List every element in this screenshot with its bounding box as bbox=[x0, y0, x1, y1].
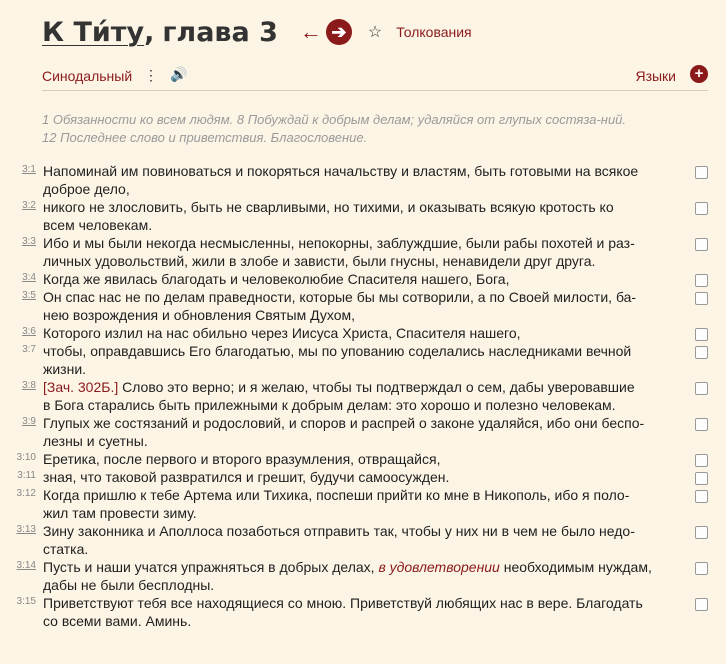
verse-number[interactable]: 3:9 bbox=[22, 416, 36, 427]
book-title-link[interactable]: К Ти́ту bbox=[42, 16, 145, 48]
verse-line: статка. bbox=[43, 541, 89, 557]
verse-text bbox=[43, 288, 683, 324]
verse-line: Когда пришлю к тебе Артема или Тихика, поспеши прийти ко мне в Никополь, ибо я поло- bbox=[43, 487, 630, 503]
verse-number[interactable]: 3:4 bbox=[22, 272, 36, 283]
verse-text bbox=[43, 234, 683, 270]
commentary-link[interactable]: Толкования bbox=[396, 24, 472, 40]
verse-line: всем человекам. bbox=[43, 217, 153, 233]
verse-number[interactable]: 3:1 bbox=[22, 164, 36, 175]
verse-text bbox=[43, 486, 683, 522]
verse-row bbox=[0, 558, 726, 594]
verse-row bbox=[0, 198, 726, 234]
verse-list bbox=[0, 162, 726, 630]
chapter-title: глава 3 bbox=[162, 16, 278, 48]
verse-line: Которого излил на нас обильно через Иисуса Христа, Спасителя нашего, bbox=[43, 325, 521, 341]
prev-chapter-arrow-icon[interactable]: ← bbox=[299, 19, 322, 44]
verse-text bbox=[43, 558, 683, 594]
verse-number: 3:10 bbox=[16, 452, 36, 463]
verse-line: Ибо и мы были некогда несмысленны, непокорны, заблуждшие, были рабы похотей и раз- bbox=[43, 235, 635, 251]
add-language-plus-icon[interactable]: + bbox=[690, 65, 708, 83]
next-chapter-arrow-icon[interactable]: ➔ bbox=[326, 19, 352, 45]
verse-number: 3:7 bbox=[22, 344, 36, 355]
more-options-icon[interactable]: ⋮ bbox=[144, 67, 158, 83]
verse-line: чтобы, оправдавшись Его благодатью, мы по упованию соделались наследниками вечной bbox=[43, 343, 632, 359]
verse-row bbox=[0, 342, 726, 378]
verse-line: лезны и суетны. bbox=[43, 433, 148, 449]
verse-text bbox=[43, 468, 683, 486]
translation-toolbar bbox=[42, 64, 708, 91]
verse-select-checkbox[interactable] bbox=[695, 202, 708, 215]
verse-row bbox=[0, 162, 726, 198]
verse-select-checkbox[interactable] bbox=[695, 472, 708, 485]
verse-text bbox=[43, 414, 683, 450]
verse-select-checkbox[interactable] bbox=[695, 328, 708, 341]
verse-line: дабы не были бесплодны. bbox=[43, 577, 215, 593]
reading-marker-link[interactable]: [Зач. 302Б.] bbox=[43, 379, 119, 395]
verse-text bbox=[43, 522, 683, 558]
verse-italic-insertion: в удовлетворении bbox=[378, 559, 500, 575]
verse-row bbox=[0, 414, 726, 450]
verse-line: в Бога старались быть прилежными к добрым делам: это хорошо и полезно человекам. bbox=[43, 397, 616, 413]
verse-line: никого не злословить, быть не сварливыми, но тихими, и оказывать всякую кротость ко bbox=[43, 199, 614, 215]
verse-line: Он спас нас не по делам праведности, которые бы мы сотворили, а по Своей милости, ба- bbox=[43, 289, 637, 305]
verse-text bbox=[43, 198, 683, 234]
verse-select-checkbox[interactable] bbox=[695, 454, 708, 467]
verse-line: Глупых же состязаний и родословий, и споров и распрей о законе удаляйся, ибо они беспо- bbox=[43, 415, 645, 431]
verse-text bbox=[43, 270, 683, 288]
audio-speaker-icon[interactable]: 🔊 bbox=[170, 66, 188, 82]
verse-select-checkbox[interactable] bbox=[695, 562, 708, 575]
verse-line: Еретика, после первого и второго вразумления, отвращайся, bbox=[43, 451, 441, 467]
verse-number: 3:12 bbox=[16, 488, 36, 499]
chapter-summary: 1 Обязанности ко всем людям. 8 Побуждай к добрым делам; удаляйся от глупых состяза-ний. 12 Последнее слово и приветствия. Благословение. bbox=[42, 112, 627, 145]
verse-number[interactable]: 3:6 bbox=[22, 326, 36, 337]
verse-line: Когда же явилась благодать и человеколюбие Спасителя нашего, Бога, bbox=[43, 271, 510, 287]
verse-line: Зину законника и Аполлоса позаботься отправить так, чтобы у них ни в чем не было недо- bbox=[43, 523, 635, 539]
verse-text bbox=[43, 324, 683, 342]
verse-line: Слово это верно; и я желаю, чтобы ты подтверждал о сем, дабы уверовавшие bbox=[118, 379, 635, 395]
verse-text bbox=[43, 342, 683, 378]
verse-select-checkbox[interactable] bbox=[695, 292, 708, 305]
verse-number[interactable]: 3:5 bbox=[22, 290, 36, 301]
verse-number: 3:11 bbox=[17, 470, 36, 481]
verse-row bbox=[0, 324, 726, 342]
verse-row bbox=[0, 486, 726, 522]
verse-text bbox=[43, 594, 683, 630]
verse-line: зная, что таковой развратился и грешит, будучи самоосужден. bbox=[43, 469, 450, 485]
verse-text bbox=[43, 162, 683, 198]
verse-line: личных удовольствий, жили в злобе и зависти, были гнусны, ненавидели друг друга. bbox=[43, 253, 596, 269]
verse-row bbox=[0, 450, 726, 468]
verse-text bbox=[43, 450, 683, 468]
verse-number[interactable]: 3:3 bbox=[22, 236, 36, 247]
verse-row bbox=[0, 270, 726, 288]
verse-select-checkbox[interactable] bbox=[695, 238, 708, 251]
verse-text-segment: необходимым нуждам, bbox=[499, 559, 652, 575]
translation-selector[interactable]: Синодальный bbox=[42, 68, 133, 84]
verse-line: жизни. bbox=[43, 361, 87, 377]
verse-line: Приветствуют тебя все находящиеся со мною. Приветствуй любящих нас в вере. Благодать bbox=[43, 595, 643, 611]
verse-select-checkbox[interactable] bbox=[695, 346, 708, 359]
verse-line: со всеми вами. Аминь. bbox=[43, 613, 192, 629]
verse-select-checkbox[interactable] bbox=[695, 490, 708, 503]
verse-line: нею возрождения и обновления Святым Духом, bbox=[43, 307, 356, 323]
verse-row bbox=[0, 288, 726, 324]
verse-select-checkbox[interactable] bbox=[695, 526, 708, 539]
languages-link[interactable]: Языки bbox=[635, 68, 676, 84]
verse-text bbox=[43, 378, 683, 414]
verse-number[interactable]: 3:13 bbox=[16, 524, 36, 535]
verse-text-segment: Пусть и наши учатся упражняться в добрых делах, bbox=[43, 559, 379, 575]
verse-select-checkbox[interactable] bbox=[695, 166, 708, 179]
verse-number[interactable]: 3:2 bbox=[22, 200, 36, 211]
verse-row bbox=[0, 234, 726, 270]
verse-number[interactable]: 3:8 bbox=[22, 380, 36, 391]
verse-row bbox=[0, 468, 726, 486]
chapter-header bbox=[42, 14, 472, 50]
verse-select-checkbox[interactable] bbox=[695, 274, 708, 287]
verse-line: Напоминай им повиноваться и покоряться начальству и властям, быть готовыми на всякое bbox=[43, 163, 639, 179]
bookmark-star-icon[interactable]: ☆ bbox=[367, 24, 383, 41]
verse-line: жил там провести зиму. bbox=[43, 505, 197, 521]
verse-number[interactable]: 3:14 bbox=[16, 560, 36, 571]
verse-select-checkbox[interactable] bbox=[695, 382, 708, 395]
verse-line: доброе дело, bbox=[43, 181, 130, 197]
title-separator: , bbox=[144, 16, 155, 48]
verse-number: 3:15 bbox=[16, 596, 36, 607]
verse-select-checkbox[interactable] bbox=[695, 418, 708, 431]
verse-row bbox=[0, 594, 726, 630]
verse-select-checkbox[interactable] bbox=[695, 598, 708, 611]
verse-row bbox=[0, 378, 726, 414]
verse-row bbox=[0, 522, 726, 558]
